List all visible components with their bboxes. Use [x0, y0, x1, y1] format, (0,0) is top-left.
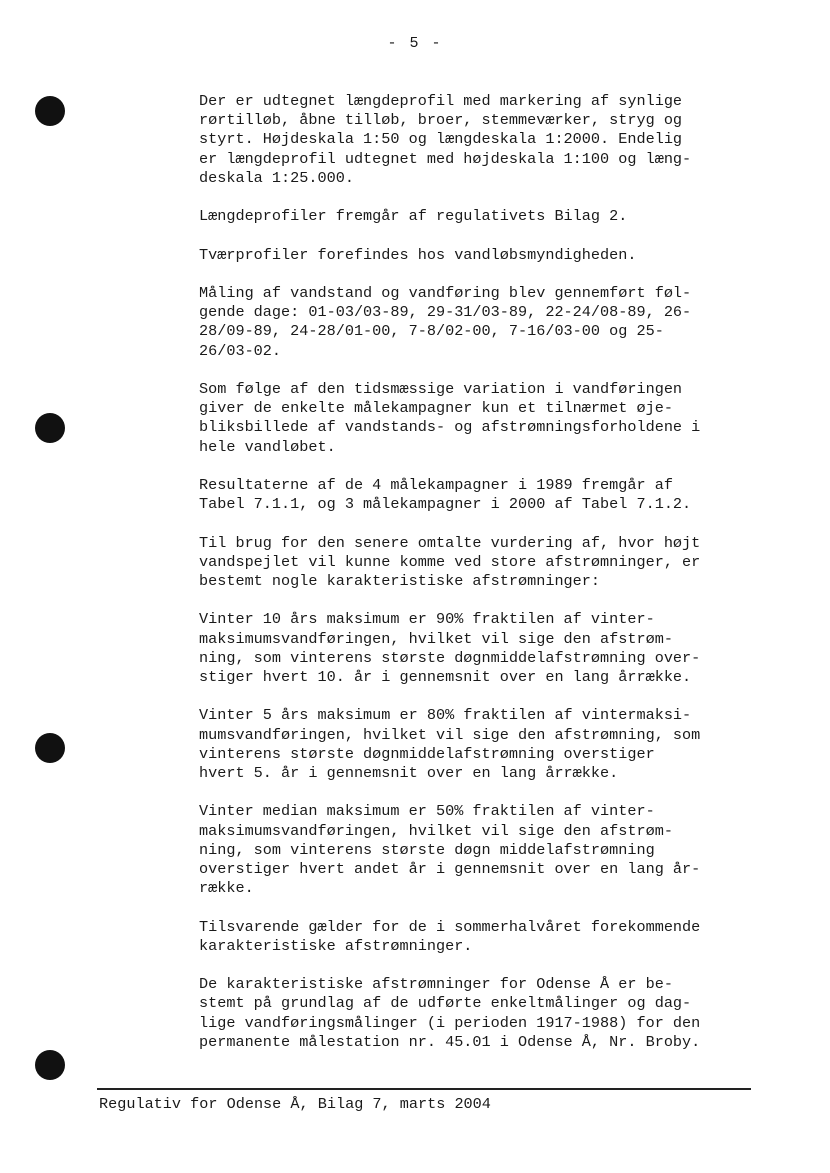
paragraph — [199, 918, 759, 956]
document-body — [199, 92, 759, 1071]
text-line: overstiger hvert andet år i gennemsnit over en lang år- — [199, 859, 701, 878]
page-number: - 5 - — [387, 35, 443, 52]
text-line: bliksbillede af vandstands- og afstrømningsforholdene i — [199, 418, 701, 437]
text-line: permanente målestation nr. 45.01 i Odense Å, Nr. Broby. — [199, 1032, 701, 1051]
text-line: stemt på grundlag af de udførte enkeltmålinger og dag- — [199, 994, 692, 1013]
paragraph — [199, 284, 759, 361]
punch-hole-3 — [35, 733, 65, 763]
paragraph — [199, 246, 759, 265]
text-line: maksimumsvandføringen, hvilket vil sige den afstrøm- — [199, 629, 673, 648]
text-line: vandspejlet vil kunne komme ved store afstrømninger, er — [199, 552, 701, 571]
punch-hole-1 — [35, 96, 65, 126]
text-line: Vinter median maksimum er 50% fraktilen af vinter- — [199, 802, 655, 821]
paragraph — [199, 802, 759, 898]
text-line: deskala 1:25.000. — [199, 168, 354, 187]
text-line: gende dage: 01-03/03-89, 29-31/03-89, 22-24/08-89, 26- — [199, 303, 692, 322]
text-line: giver de enkelte målekampagner kun et tilnærmet øje- — [199, 399, 673, 418]
text-line: Resultaterne af de 4 målekampagner i 1989 fremgår af — [199, 475, 673, 494]
paragraph — [199, 706, 759, 783]
text-line: hele vandløbet. — [199, 437, 336, 456]
text-line: De karakteristiske afstrømninger for Odense Å er be- — [199, 975, 673, 994]
text-line: Vinter 10 års maksimum er 90% fraktilen af vinter- — [199, 610, 655, 629]
text-line: ning, som vinterens største døgnmiddelafstrømning over- — [199, 648, 701, 667]
text-line: vinterens største døgnmiddelafstrømning overstiger — [199, 744, 655, 763]
text-line: Vinter 5 års maksimum er 80% fraktilen af vintermaksi- — [199, 706, 692, 725]
paragraph — [199, 610, 759, 687]
text-line: rørtilløb, åbne tilløb, broer, stemmeværker, stryg og — [199, 111, 683, 130]
footer-text: Regulativ for Odense Å, Bilag 7, marts 2004 — [99, 1095, 491, 1113]
text-line: lige vandføringsmålinger (i perioden 1917-1988) for den — [199, 1013, 701, 1032]
text-line: Der er udtegnet længdeprofil med markering af synlige — [199, 92, 683, 110]
text-line: 26/03-02. — [199, 341, 282, 360]
footer-divider — [97, 1088, 751, 1090]
paragraph — [199, 476, 759, 514]
text-line: 28/09-89, 24-28/01-00, 7-8/02-00, 7-16/03-00 og 25- — [199, 322, 664, 341]
text-line: ning, som vinterens største døgn middelafstrømning — [199, 840, 655, 859]
paragraph — [199, 92, 759, 188]
text-line: bestemt nogle karakteristiske afstrømninger: — [199, 571, 601, 590]
text-line: Tabel 7.1.1, og 3 målekampagner i 2000 af Tabel 7.1.2. — [199, 495, 692, 514]
text-line: er længdeprofil udtegnet med højdeskala 1:100 og læng- — [199, 149, 692, 168]
text-line: hvert 5. år i gennemsnit over en lang årrække. — [199, 763, 619, 782]
paragraph — [199, 207, 759, 226]
text-line: karakteristiske afstrømninger. — [199, 936, 473, 955]
text-line: Til brug for den senere omtalte vurdering af, hvor højt — [199, 533, 701, 552]
text-line: Tværprofiler forefindes hos vandløbsmyndigheden. — [199, 245, 637, 264]
text-line: stiger hvert 10. år i gennemsnit over en lang årrække. — [199, 667, 692, 686]
paragraph — [199, 534, 759, 592]
text-line: styrt. Højdeskala 1:50 og længdeskala 1:2000. Endelig — [199, 130, 683, 149]
text-line: maksimumsvandføringen, hvilket vil sige den afstrøm- — [199, 821, 673, 840]
text-line: Måling af vandstand og vandføring blev gennemført føl- — [199, 283, 692, 302]
paragraph — [199, 380, 759, 457]
paragraph — [199, 975, 759, 1052]
punch-hole-4 — [35, 1050, 65, 1080]
text-line: Længdeprofiler fremgår af regulativets Bilag 2. — [199, 207, 628, 226]
text-line: række. — [199, 879, 254, 898]
text-line: Som følge af den tidsmæssige variation i vandføringen — [199, 379, 683, 398]
punch-hole-2 — [35, 413, 65, 443]
text-line: mumsvandføringen, hvilket vil sige den afstrømning, som — [199, 725, 701, 744]
text-line: Tilsvarende gælder for de i sommerhalvåret forekommende — [199, 917, 701, 936]
